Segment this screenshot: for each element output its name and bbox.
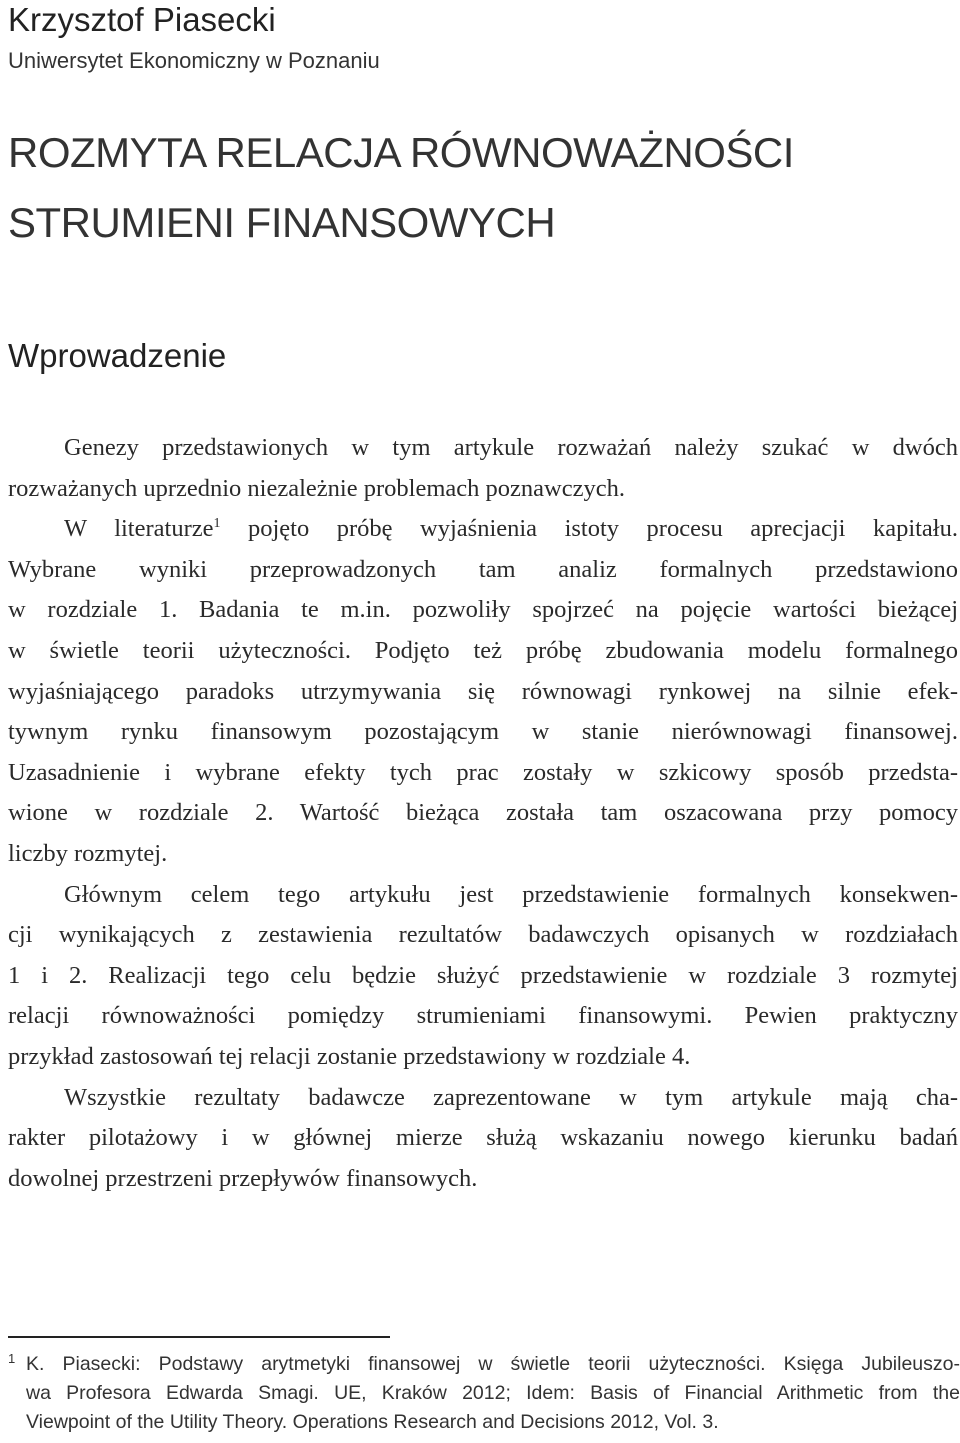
text-line: w rozdziale 1. Badania te m.in. pozwoliły spojrzeć na pojęcie wartości bieżącej <box>8 596 958 624</box>
text-line: liczby rozmytej. <box>8 839 168 867</box>
footnote <box>8 1350 960 1437</box>
footnote-marker: 1 <box>8 1351 16 1366</box>
text-line: wione w rozdziale 2. Wartość bieżąca została tam oszacowana przy pomocy <box>8 799 958 827</box>
text-span: pojęto próbę wyjaśnienia istoty procesu aprecjacji kapitału. <box>220 515 958 543</box>
text-line: wyjaśniającego paradoks utrzymywania się równowagi rynkowej na silnie efek- <box>8 677 958 705</box>
text-line: 1 i 2. Realizacji tego celu będzie służyć przedstawienie w rozdziale 3 rozmytej <box>8 961 958 989</box>
footnote-line: wa Profesora Edwarda Smagi. UE, Kraków 2012; Idem: Basis of Financial Arithmetic from the <box>26 1382 960 1404</box>
text-line: relacji równoważności pomiędzy strumieniami finansowymi. Pewien praktyczny <box>8 1002 958 1030</box>
text-line: Genezy przedstawionych w tym artykule rozważań należy szukać w dwóch <box>64 434 958 461</box>
title-line: ROZMYTA RELACJA RÓWNOWAŻNOŚCI <box>8 129 794 176</box>
footnote-line: K. Piasecki: Podstawy arytmetyki finansowej w świetle teorii użyteczności. Księga Jubileuszo- <box>26 1353 960 1375</box>
text-line: w świetle teorii użyteczności. Podjęto też próbę zbudowania modelu formalnego <box>8 636 958 664</box>
paragraph <box>8 428 958 875</box>
text-line <box>8 509 958 550</box>
text-line: Uzasadnienie i wybrane efekty tych prac zostały w szkicowy sposób przedsta- <box>8 758 958 786</box>
text-line: rozważanych uprzednio niezależnie problemach poznawczych. <box>8 474 625 502</box>
text-line: tywnym rynku finansowym pozostającym w stanie nierównowagi finansowej. <box>8 718 958 746</box>
text-line: rakter pilotażowy i w głównej mierze służą wskazaniu nowego kierunku badań <box>8 1124 958 1152</box>
text-span: W literaturze <box>64 515 214 543</box>
footnote-text <box>8 1350 960 1437</box>
footnote-divider <box>8 1336 390 1338</box>
text-line: przykład zastosowań tej relacji zostanie przedstawiony w rozdziale 4. <box>8 1042 691 1070</box>
text-line: Wszystkie rezultaty badawcze zaprezentowane w tym artykule mają cha- <box>64 1083 958 1111</box>
text-line: Wybrane wyniki przeprowadzonych tam analiz formalnych przedstawiono <box>8 555 958 583</box>
paragraph <box>8 1078 958 1200</box>
text-line: Głównym celem tego artykułu jest przedstawienie formalnych konsekwen- <box>64 880 958 908</box>
footnote-reference[interactable]: 1 <box>213 516 221 532</box>
document-page <box>6 0 958 1443</box>
text-line: dowolnej przestrzeni przepływów finansowych. <box>8 1164 478 1192</box>
author-affiliation: Uniwersytet Ekonomiczny w Poznaniu <box>8 48 380 73</box>
article-title <box>8 118 794 258</box>
body-text <box>8 428 958 1199</box>
title-line: STRUMIENI FINANSOWYCH <box>8 199 556 246</box>
paragraph <box>8 875 958 1078</box>
author-name: Krzysztof Piasecki <box>8 1 276 38</box>
footnote-line: Viewpoint of the Utility Theory. Operations Research and Decisions 2012, Vol. 3. <box>26 1411 719 1433</box>
section-heading: Wprowadzenie <box>8 337 227 374</box>
text-line: cji wynikających z zestawienia rezultatów badawczych opisanych w rozdziałach <box>8 921 958 949</box>
